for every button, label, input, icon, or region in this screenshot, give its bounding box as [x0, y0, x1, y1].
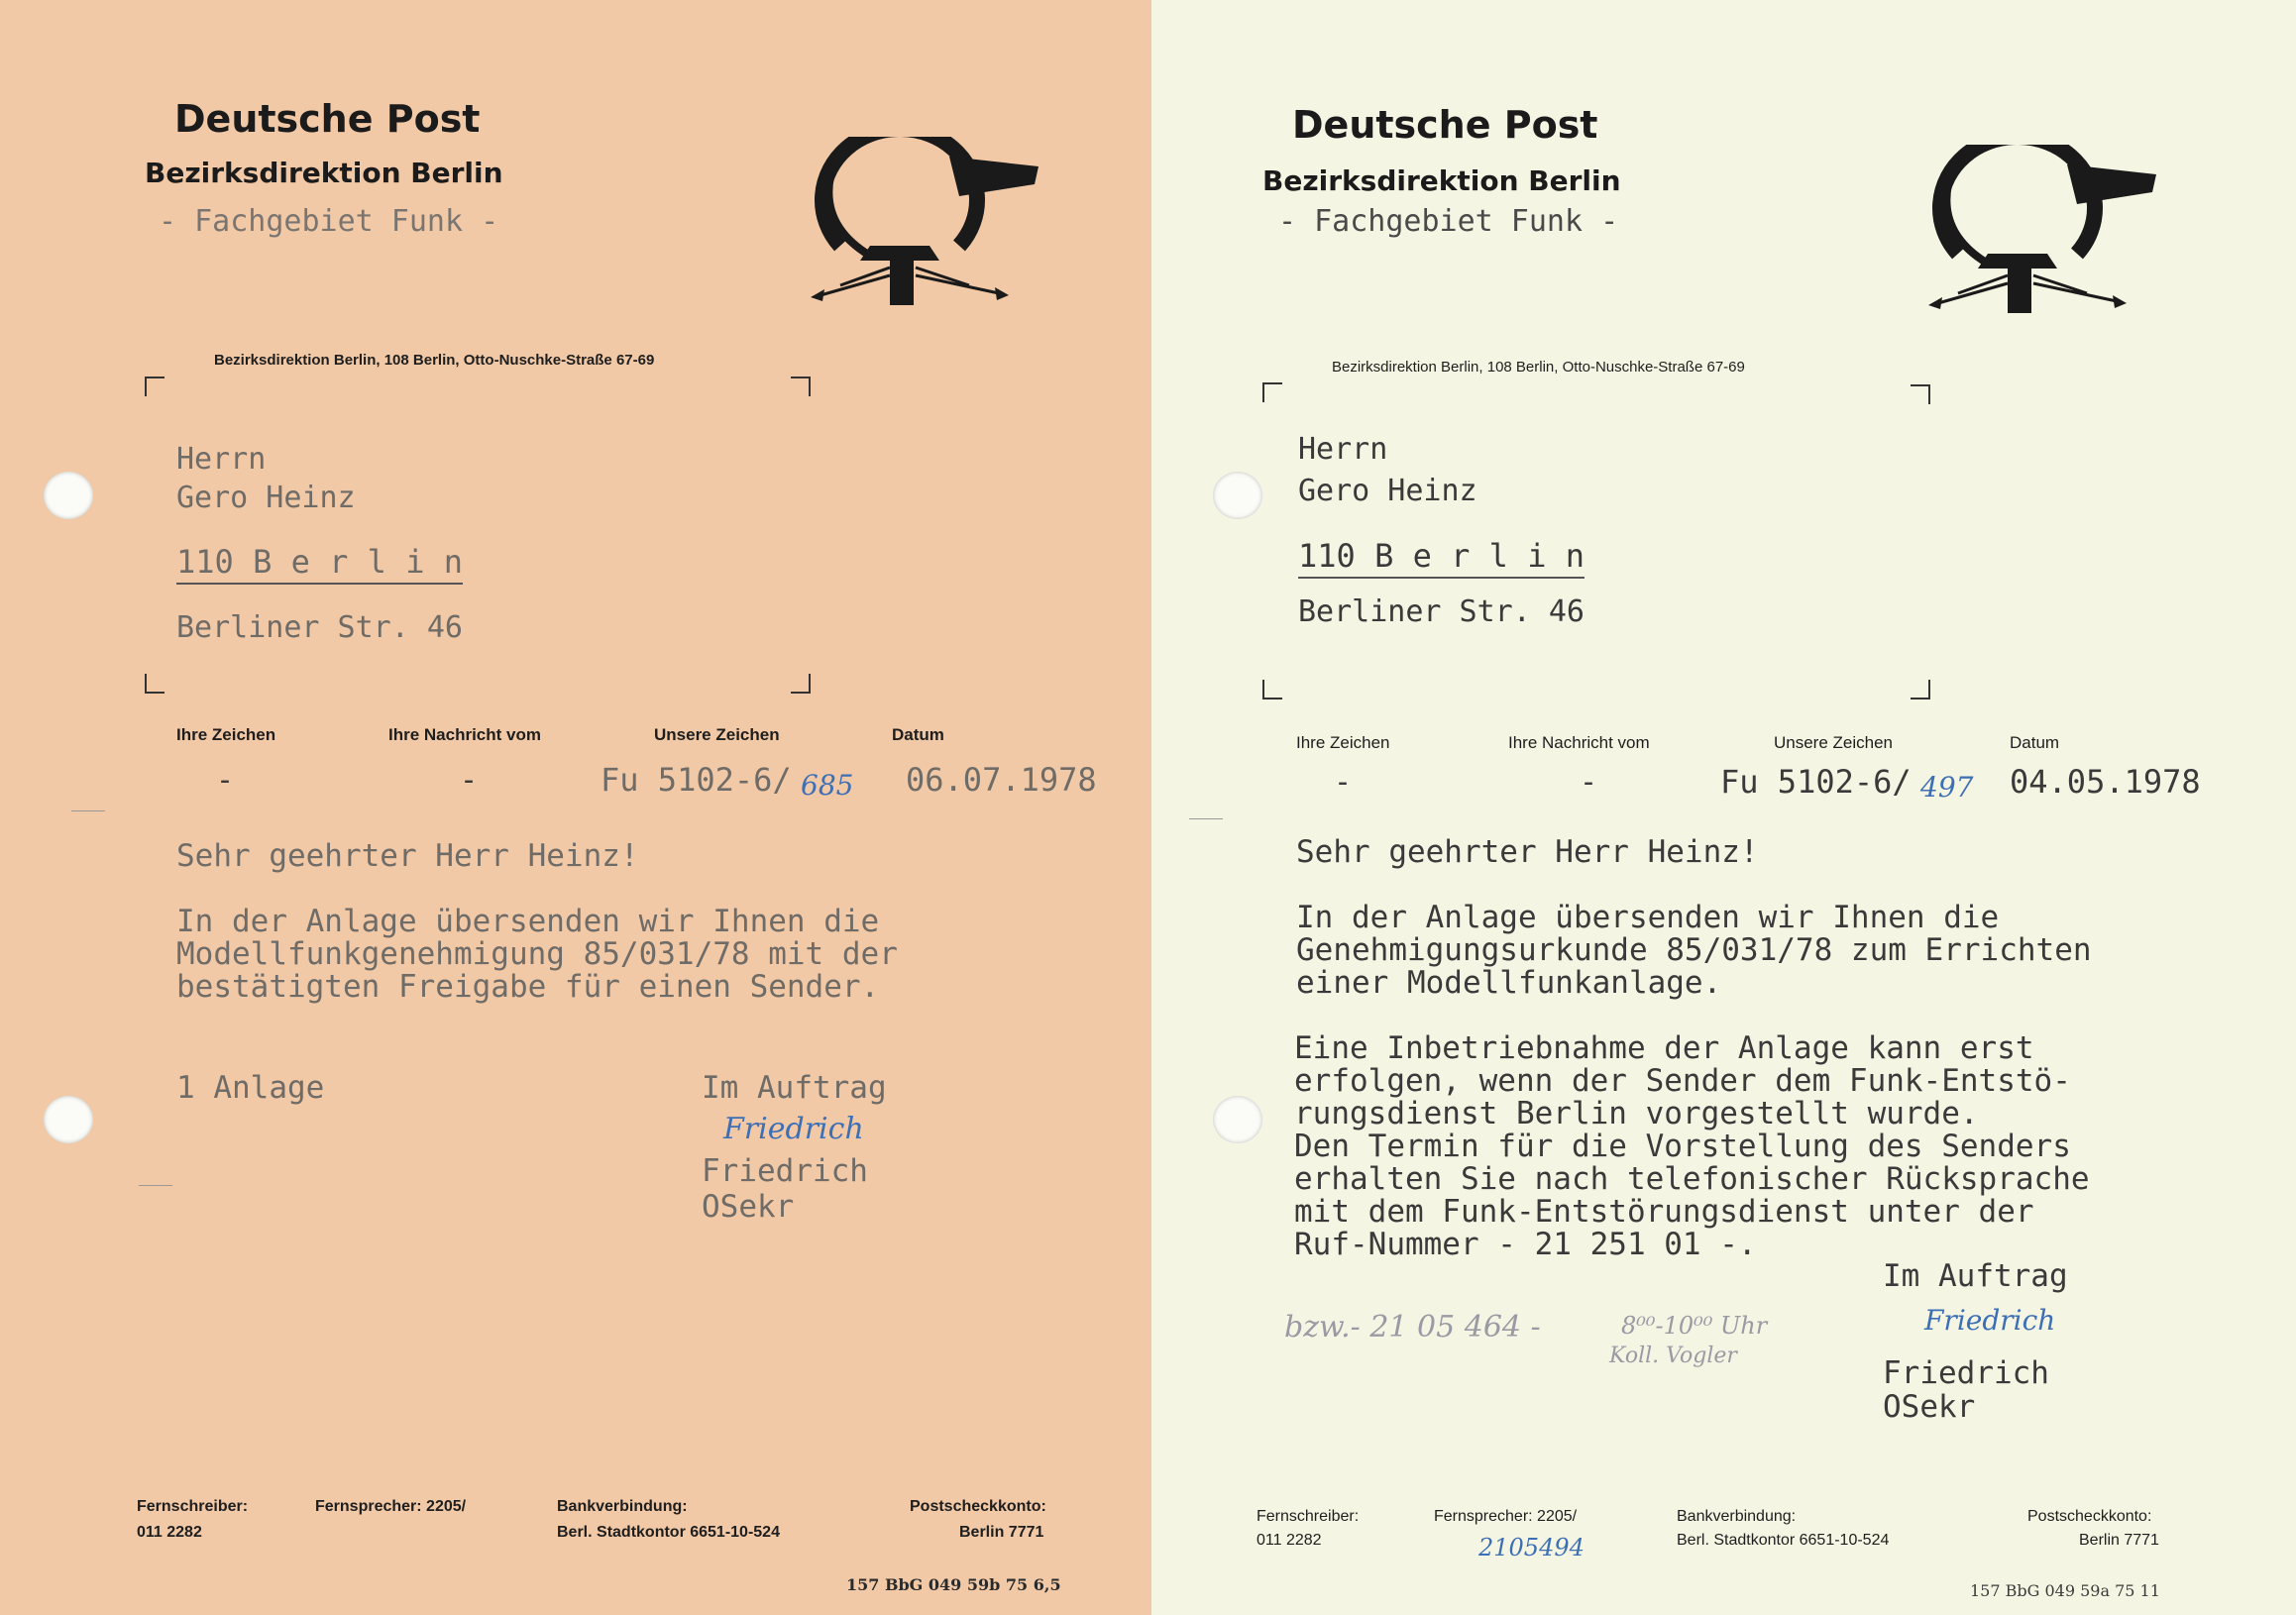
body-line: erhalten Sie nach telefonischer Rücksprache	[1294, 1161, 2090, 1197]
sender-return-line: Bezirksdirektion Berlin, 108 Berlin, Otto-Nuschke-Straße 67-69	[214, 352, 655, 369]
window-mark	[791, 674, 811, 694]
value-unsere-zeichen: Fu 5102-6/	[1720, 763, 1912, 801]
letterhead-department: - Fachgebiet Funk -	[159, 204, 499, 239]
window-mark	[791, 377, 811, 396]
handwritten-reference-number: 497	[1920, 771, 1974, 804]
letterhead-title: Deutsche Post	[1292, 103, 1598, 147]
handwritten-note-number: bzw.- 21 05 464 -	[1284, 1310, 1541, 1345]
window-mark	[1911, 680, 1930, 700]
footer-fernschreiber-label: Fernschreiber:	[137, 1498, 249, 1515]
address-city: 110 B e r l i n	[176, 543, 463, 585]
body-line: In der Anlage übersenden wir Ihnen die	[176, 904, 880, 939]
body-line: Den Termin für die Vorstellung des Senders	[1294, 1129, 2071, 1164]
footer-fernschreiber-value: 011 2282	[137, 1524, 202, 1541]
value-ihre-nachricht: -	[1580, 765, 1598, 800]
handwritten-signature: Friedrich	[1924, 1304, 2056, 1337]
footer-postscheck-value: Berlin 7771	[2079, 1532, 2159, 1549]
label-ihre-nachricht: Ihre Nachricht vom	[388, 725, 541, 744]
handwritten-note-contact: Koll. Vogler	[1609, 1344, 1737, 1368]
posthorn-icon	[1918, 145, 2166, 323]
value-ihre-nachricht: -	[460, 763, 479, 798]
footer-print-code: 157 BbG 049 59b 75 6,5	[846, 1575, 1061, 1594]
signatory-rank: OSekr	[702, 1189, 795, 1225]
footer-postscheck-label: Postscheckkonto:	[910, 1498, 1046, 1515]
value-ihre-zeichen: -	[1334, 765, 1353, 800]
signatory-rank: OSekr	[1883, 1389, 1976, 1425]
handwritten-signature: Friedrich	[723, 1112, 864, 1146]
footer-fernsprecher-label: Fernsprecher: 2205/	[315, 1498, 467, 1515]
value-datum: 06.07.1978	[906, 761, 1097, 799]
letterhead-subtitle: Bezirksdirektion Berlin	[1262, 164, 1621, 197]
letter-body	[1296, 902, 2092, 1000]
body-line: Ruf-Nummer - 21 251 01 -.	[1294, 1227, 1757, 1262]
fold-mark	[71, 810, 105, 811]
window-mark	[1262, 382, 1282, 402]
letterhead-title: Deutsche Post	[174, 97, 481, 141]
body-line: In der Anlage übersenden wir Ihnen die	[1296, 900, 2000, 935]
letterhead-department: - Fachgebiet Funk -	[1278, 204, 1619, 239]
body-line: bestätigten Freigabe für einen Sender.	[176, 969, 880, 1005]
handwritten-reference-number: 685	[801, 769, 854, 802]
footer-fernsprecher-label: Fernsprecher: 2205/	[1434, 1508, 1578, 1525]
footer-postscheck-label: Postscheckkonto:	[2027, 1508, 2152, 1525]
fold-mark	[1189, 818, 1223, 819]
window-mark	[145, 674, 164, 694]
address-street: Berliner Str. 46	[1298, 594, 1585, 629]
address-city: 110 B e r l i n	[1298, 537, 1585, 579]
address-salutation: Herrn	[176, 442, 267, 477]
window-mark	[1262, 680, 1282, 700]
signatory-name: Friedrich	[702, 1153, 868, 1189]
im-auftrag: Im Auftrag	[1883, 1258, 2068, 1294]
footer-fernschreiber-value: 011 2282	[1257, 1532, 1322, 1549]
punch-hole	[44, 472, 93, 519]
posthorn-icon	[801, 137, 1048, 315]
label-ihre-zeichen: Ihre Zeichen	[1296, 733, 1390, 752]
letter-body	[176, 906, 898, 1004]
attachment-note: 1 Anlage	[176, 1070, 325, 1106]
footer-bank-label: Bankverbindung:	[1677, 1508, 1797, 1525]
punch-hole	[1213, 1096, 1262, 1143]
body-line: Modellfunkgenehmigung 85/031/78 mit der	[176, 936, 898, 972]
footer-fernschreiber-label: Fernschreiber:	[1257, 1508, 1360, 1525]
punch-hole	[44, 1096, 93, 1143]
handwritten-phone-number: 2105494	[1478, 1534, 1585, 1561]
letter-body-2	[1294, 1032, 2090, 1261]
im-auftrag: Im Auftrag	[702, 1070, 887, 1106]
window-mark	[145, 377, 164, 396]
address-name: Gero Heinz	[1298, 474, 1477, 508]
window-mark	[1911, 384, 1930, 404]
body-line: mit dem Funk-Entstörungsdienst unter der	[1294, 1194, 2034, 1230]
greeting: Sehr geehrter Herr Heinz!	[176, 838, 639, 874]
handwritten-note-time: 8⁰⁰-10⁰⁰ Uhr	[1621, 1312, 1768, 1340]
footer-postscheck-value: Berlin 7771	[959, 1524, 1044, 1541]
body-line: rungsdienst Berlin vorgestellt wurde.	[1294, 1096, 1979, 1131]
value-unsere-zeichen: Fu 5102-6/	[601, 761, 792, 799]
punch-hole	[1213, 472, 1262, 519]
value-ihre-zeichen: -	[216, 763, 235, 798]
sender-return-line: Bezirksdirektion Berlin, 108 Berlin, Otto-Nuschke-Straße 67-69	[1332, 359, 1745, 376]
address-name: Gero Heinz	[176, 481, 356, 515]
address-salutation: Herrn	[1298, 432, 1388, 467]
label-datum: Datum	[2010, 733, 2060, 752]
label-unsere-zeichen: Unsere Zeichen	[654, 725, 780, 744]
letterhead-subtitle: Bezirksdirektion Berlin	[145, 157, 503, 189]
address-street: Berliner Str. 46	[176, 610, 463, 645]
label-ihre-nachricht: Ihre Nachricht vom	[1508, 733, 1650, 752]
signatory-name: Friedrich	[1883, 1355, 2049, 1391]
letter-right	[1151, 0, 2296, 1615]
fold-mark	[139, 1185, 172, 1186]
label-ihre-zeichen: Ihre Zeichen	[176, 725, 276, 744]
footer-bank-value: Berl. Stadtkontor 6651-10-524	[557, 1524, 780, 1541]
body-line: Eine Inbetriebnahme der Anlage kann erst	[1294, 1030, 2034, 1066]
value-datum: 04.05.1978	[2010, 763, 2201, 801]
body-line: einer Modellfunkanlage.	[1296, 965, 1722, 1001]
greeting: Sehr geehrter Herr Heinz!	[1296, 834, 1759, 870]
label-unsere-zeichen: Unsere Zeichen	[1774, 733, 1894, 752]
footer-print-code: 157 BbG 049 59a 75 11	[1970, 1581, 2160, 1600]
body-line: erfolgen, wenn der Sender dem Funk-Entstö-	[1294, 1063, 2071, 1099]
label-datum: Datum	[892, 725, 944, 744]
body-line: Genehmigungsurkunde 85/031/78 zum Errichten	[1296, 932, 2092, 968]
footer-bank-label: Bankverbindung:	[557, 1498, 688, 1515]
footer-bank-value: Berl. Stadtkontor 6651-10-524	[1677, 1532, 1890, 1549]
